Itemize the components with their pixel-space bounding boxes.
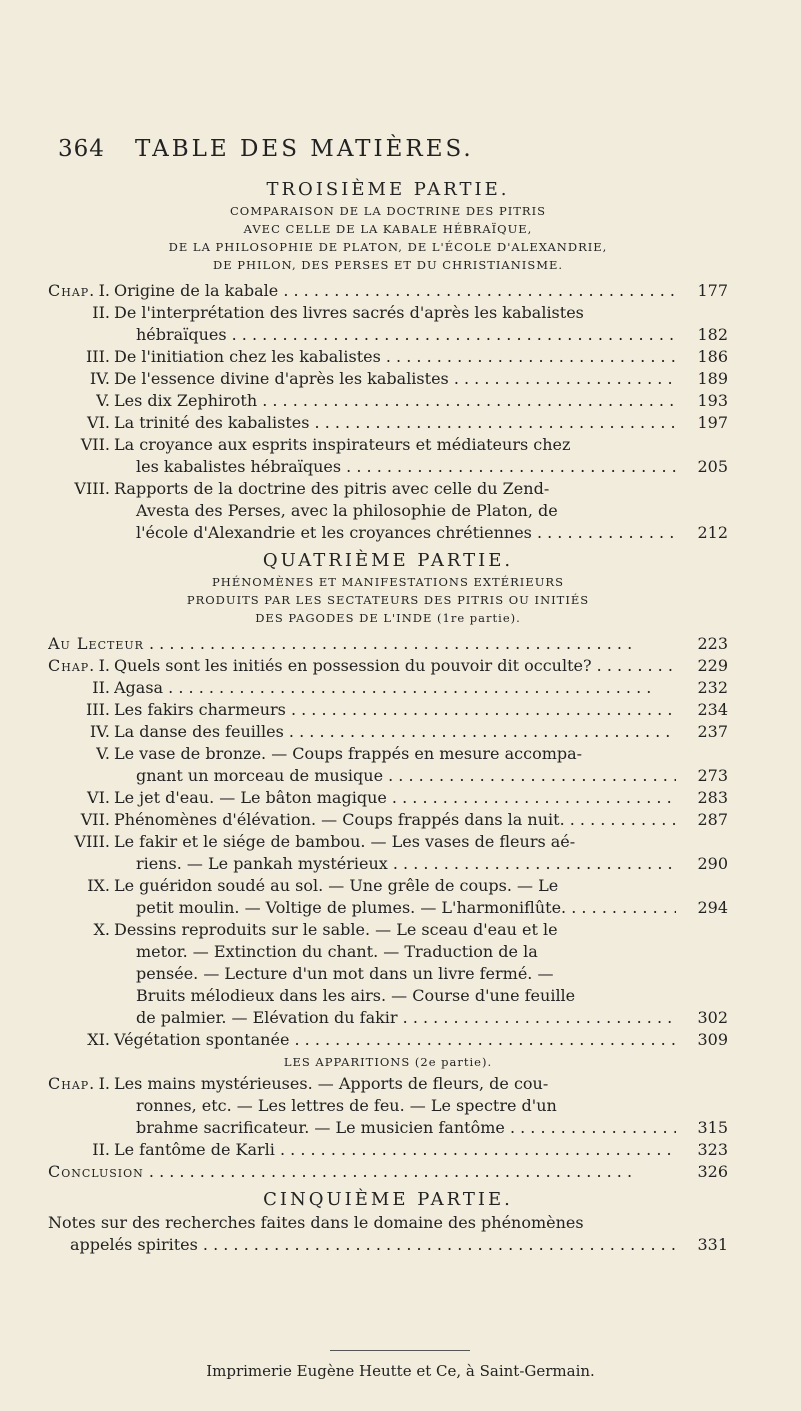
toc-entry: [48, 390, 728, 412]
entry-text: Dessins reproduits sur le sable. — Le sceau d'eau et le: [114, 920, 558, 939]
part-subtitle-line: PHÉNOMÈNES ET MANIFESTATIONS EXTÉRIEURS: [212, 575, 564, 589]
chapter-label: Chap.: [48, 1074, 96, 1093]
chapter-number: VII.: [80, 435, 110, 454]
entry-page: 290: [697, 854, 728, 873]
toc-entry: [48, 368, 728, 390]
chapter-number: VIII.: [74, 832, 110, 851]
part-subtitle: [48, 202, 728, 274]
entry-text: riens. — Le pankah mystérieux: [136, 854, 388, 873]
chapter-number: XI.: [87, 1030, 110, 1049]
toc-entry: [48, 412, 728, 434]
chapter-number: V.: [96, 391, 110, 410]
chapter-number: II.: [92, 678, 110, 697]
entry-page: 212: [697, 523, 728, 542]
toc-entries: [48, 280, 728, 544]
toc-entry: [48, 1073, 728, 1139]
entry-text: Le fantôme de Karli: [114, 1140, 275, 1159]
table-of-contents: [48, 175, 728, 1256]
part-subtitle-line: COMPARAISON DE LA DOCTRINE DES PITRIS: [230, 204, 546, 218]
entry-page: 229: [697, 656, 728, 675]
toc-entry: [48, 655, 728, 677]
entry-text: Les mains mystérieuses. — Apports de fleurs, de cou-: [114, 1074, 549, 1093]
entry-page: 223: [697, 634, 728, 653]
entry-text: de palmier. — Elévation du fakir: [136, 1008, 398, 1027]
section-subtitle: LES APPARITIONS (2e partie).: [283, 1055, 493, 1069]
entry-text: Conclusion: [48, 1162, 144, 1181]
entry-page: 287: [697, 810, 728, 829]
part-subtitle-line: DES PAGODES DE L'INDE (1re partie).: [255, 611, 521, 625]
entry-text: La trinité des kabalistes: [114, 413, 310, 432]
entry-text: Le fakir et le siége de bambou. — Les vases de fleurs aé-: [114, 832, 576, 851]
toc-entry: [48, 699, 728, 721]
chapter-number: I.: [98, 281, 110, 300]
entry-text: De l'interprétation des livres sacrés d'après les kabalistes: [114, 303, 584, 322]
entry-text: l'école d'Alexandrie et les croyances chrétiennes: [136, 523, 532, 542]
entry-page: 186: [697, 347, 728, 366]
entry-text: les kabalistes hébraïques: [136, 457, 342, 476]
entry-text: Notes sur des recherches faites dans le domaine des phénomènes: [48, 1213, 584, 1232]
entry-text: hébraïques: [136, 325, 227, 344]
part-subtitle: [48, 573, 728, 627]
chapter-number: V.: [96, 744, 110, 763]
toc-entry: [48, 787, 728, 809]
toc-entry: [48, 677, 728, 699]
entry-text: Le guéridon soudé au sol. — Une grêle de coups. — Le: [114, 876, 559, 895]
toc-entry: [48, 302, 728, 346]
chapter-number: IV.: [89, 722, 110, 741]
chapter-label: Chap.: [48, 281, 96, 300]
toc-entry: [48, 346, 728, 368]
chapter-number: VIII.: [74, 479, 110, 498]
chapter-number: X.: [93, 920, 110, 939]
entry-text: La danse des feuilles: [114, 722, 284, 741]
entry-text: Les dix Zephiroth: [114, 391, 258, 410]
entry-text: ronnes, etc. — Les lettres de feu. — Le spectre d'un: [136, 1096, 557, 1115]
entry-text: De l'initiation chez les kabalistes: [114, 347, 381, 366]
chapter-number: VI.: [87, 413, 110, 432]
chapter-number: IX.: [87, 876, 110, 895]
entry-text: metor. — Extinction du chant. — Traduction de la: [136, 942, 538, 961]
chapter-number: I.: [98, 1074, 110, 1093]
entry-text: brahme sacrificateur. — Le musicien fantôme: [136, 1118, 505, 1137]
entry-text: appelés spirites: [70, 1235, 198, 1254]
chapter-number: I.: [98, 656, 110, 675]
entry-text: De l'essence divine d'après les kabalistes: [114, 369, 449, 388]
entry-page: 323: [697, 1140, 728, 1159]
entry-page: 302: [697, 1008, 728, 1027]
entry-text: Au Lecteur: [48, 634, 144, 653]
chapter-number: VI.: [87, 788, 110, 807]
toc-entry: [48, 721, 728, 743]
entry-text: Avesta des Perses, avec la philosophie de Platon, de: [136, 501, 558, 520]
toc-entry-au-lecteur: [48, 633, 728, 655]
entry-page: 273: [697, 766, 728, 785]
chapter-label: Chap.: [48, 656, 96, 675]
entry-page: 237: [697, 722, 728, 741]
toc-entry: [48, 875, 728, 919]
part-title: TROISIÈME PARTIE.: [266, 179, 510, 200]
page-header: [0, 136, 801, 166]
entry-page: 315: [697, 1118, 728, 1137]
entry-page: 197: [697, 413, 728, 432]
toc-entry: [48, 809, 728, 831]
entry-text: Le jet d'eau. — Le bâton magique: [114, 788, 387, 807]
toc-entry: [48, 280, 728, 302]
chapter-number: II.: [92, 1140, 110, 1159]
part-subtitle-line: DE PHILON, DES PERSES ET DU CHRISTIANISME.: [212, 258, 564, 272]
chapter-number: III.: [85, 700, 110, 719]
chapter-number: III.: [85, 347, 110, 366]
toc-entry: [48, 478, 728, 544]
toc-entries: [48, 655, 728, 1051]
entry-text: Végétation spontanée: [114, 1030, 290, 1049]
toc-entry-notes: [48, 1212, 728, 1256]
entry-page: 205: [697, 457, 728, 476]
entry-text: Phénomènes d'élévation. — Coups frappés dans la nuit.: [114, 810, 565, 829]
entry-text: La croyance aux esprits inspirateurs et médiateurs chez: [114, 435, 571, 454]
entry-page: 189: [697, 369, 728, 388]
toc-entry: [48, 919, 728, 1029]
entry-text: Origine de la kabale: [114, 281, 279, 300]
entry-text: Rapports de la doctrine des pitris avec celle du Zend-: [114, 479, 550, 498]
running-title: TABLE DES MATIÈRES.: [135, 136, 474, 162]
chapter-number: VII.: [80, 810, 110, 829]
entry-page: 283: [697, 788, 728, 807]
entry-page: 193: [697, 391, 728, 410]
imprint: Imprimerie Eugène Heutte et Ce, à Saint-Germain.: [206, 1362, 595, 1380]
entry-page: 182: [697, 325, 728, 344]
entry-text: Les fakirs charmeurs: [114, 700, 286, 719]
entry-text: petit moulin. — Voltige de plumes. — L'harmoniflûte.: [136, 898, 567, 917]
entry-text: Bruits mélodieux dans les airs. — Course d'une feuille: [136, 986, 576, 1005]
toc-entry: [48, 1139, 728, 1161]
part-subtitle-line: PRODUITS PAR LES SECTATEURS DES PITRIS OU INITIÉS: [186, 593, 590, 607]
entry-text: gnant un morceau de musique: [136, 766, 384, 785]
entry-page: 331: [697, 1235, 728, 1254]
chapter-number: IV.: [89, 369, 110, 388]
toc-entry: [48, 831, 728, 875]
entry-page: 294: [697, 898, 728, 917]
entry-page: 326: [697, 1162, 728, 1181]
entry-page: 234: [697, 700, 728, 719]
part-title: CINQUIÈME PARTIE.: [263, 1189, 513, 1210]
divider: [330, 1350, 470, 1351]
entry-text: Agasa: [114, 678, 164, 697]
toc-entry: [48, 1029, 728, 1051]
entry-page: 309: [697, 1030, 728, 1049]
page-number: 364: [58, 136, 105, 162]
toc-entry: [48, 434, 728, 478]
entry-text: Quels sont les initiés en possession du pouvoir dit occulte?: [114, 656, 592, 675]
entry-text: Le vase de bronze. — Coups frappés en mesure accompa-: [114, 744, 583, 763]
part-title: QUATRIÈME PARTIE.: [262, 550, 514, 571]
chapter-number: II.: [92, 303, 110, 322]
toc-entry-conclusion: [48, 1161, 728, 1183]
toc-entry: [48, 743, 728, 787]
toc-entries: [48, 1073, 728, 1161]
entry-text: pensée. — Lecture d'un mot dans un livre fermé. —: [136, 964, 554, 983]
part-subtitle-line: DE LA PHILOSOPHIE DE PLATON, DE L'ÉCOLE D'ALEXANDRIE,: [168, 240, 608, 254]
part-subtitle-line: AVEC CELLE DE LA KABALE HÉBRAÏQUE,: [243, 222, 533, 236]
entry-page: 177: [697, 281, 728, 300]
entry-page: 232: [697, 678, 728, 697]
